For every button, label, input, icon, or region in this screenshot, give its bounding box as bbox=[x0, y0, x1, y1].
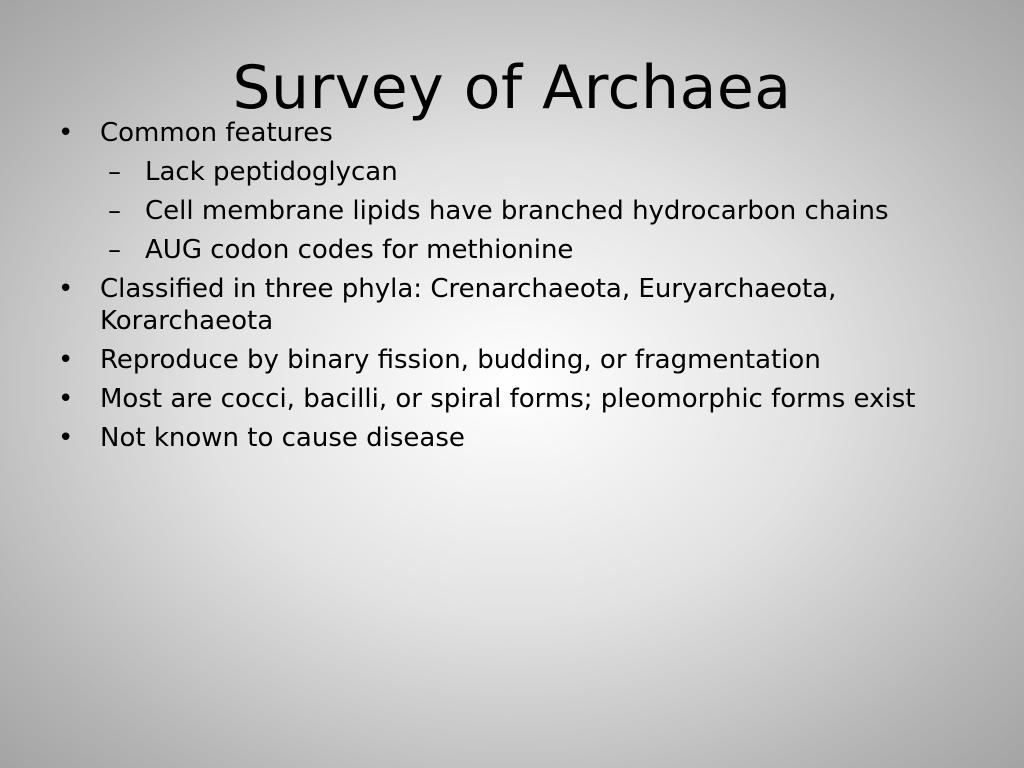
bullet-item-common-features bbox=[58, 117, 968, 149]
bullet-marker: • bbox=[58, 118, 74, 148]
sub-bullet-text: Cell membrane lipids have branched hydrocarbon chains bbox=[145, 196, 889, 226]
dash-marker: – bbox=[108, 157, 121, 187]
bullet-text: Common features bbox=[100, 118, 333, 148]
bullet-item-forms bbox=[58, 383, 968, 415]
dash-marker: – bbox=[108, 235, 121, 265]
bullet-text: Reproduce by binary fission, budding, or fragmentation bbox=[100, 345, 821, 375]
bullet-item-classified-phyla bbox=[58, 273, 968, 337]
bullet-text: Most are cocci, bacilli, or spiral forms; pleomorphic forms exist bbox=[100, 384, 916, 414]
bullet-marker: • bbox=[58, 345, 74, 375]
slide-title: Survey of Archaea bbox=[232, 53, 792, 123]
bullet-marker: • bbox=[58, 274, 74, 304]
dash-marker: – bbox=[108, 196, 121, 226]
bullet-marker: • bbox=[58, 423, 74, 453]
bullet-item-reproduce bbox=[58, 344, 968, 376]
bullet-item-disease bbox=[58, 422, 968, 454]
bullet-text: Classified in three phyla: Crenarchaeota, Euryarchaeota, Korarchaeota bbox=[100, 274, 837, 336]
sub-bullet-text: Lack peptidoglycan bbox=[145, 157, 398, 187]
sub-bullet-aug-codon bbox=[58, 234, 968, 266]
sub-bullet-text: AUG codon codes for methionine bbox=[145, 235, 574, 265]
bullet-marker: • bbox=[58, 384, 74, 414]
bullet-text: Not known to cause disease bbox=[100, 423, 465, 453]
sub-bullet-lack-peptidoglycan bbox=[58, 156, 968, 188]
bullet-list bbox=[58, 110, 968, 454]
sub-bullet-membrane-lipids bbox=[58, 195, 968, 227]
